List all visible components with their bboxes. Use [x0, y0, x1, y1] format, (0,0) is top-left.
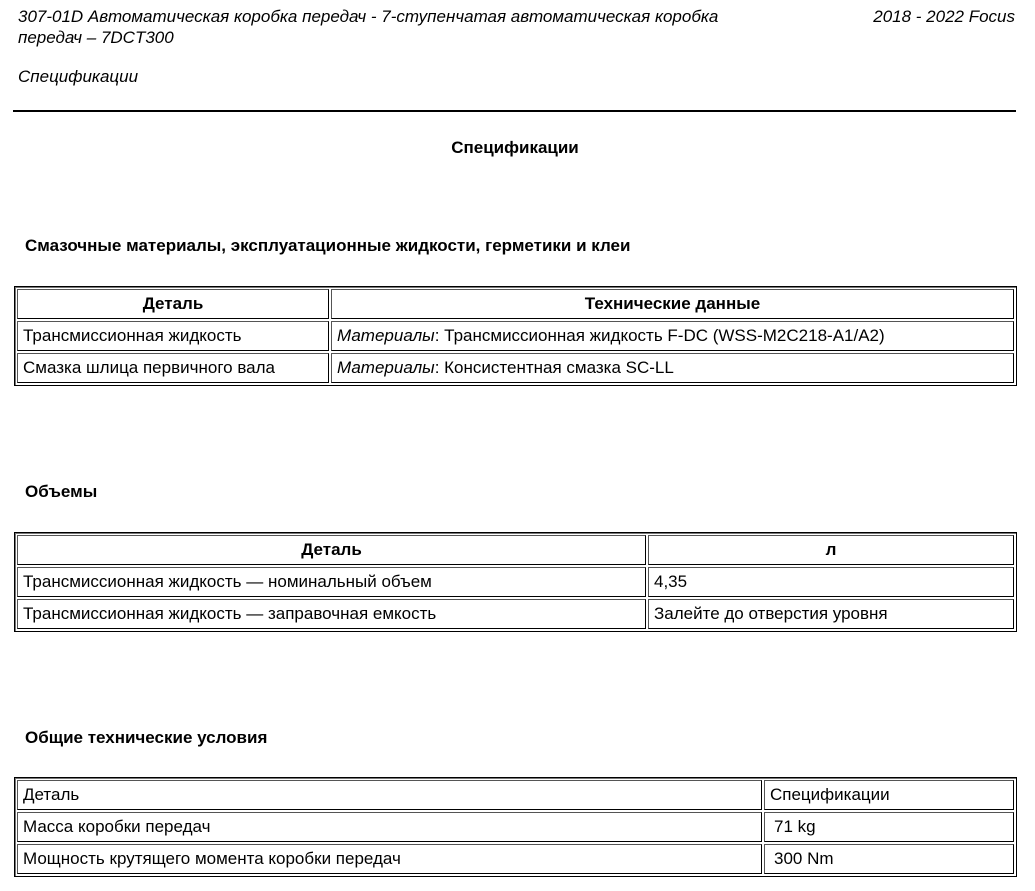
table-row: [17, 812, 1014, 842]
page-title: Спецификации: [451, 138, 579, 157]
table-row: [17, 599, 1014, 629]
cell-spec: [331, 353, 1014, 383]
cell-value: 4,35: [648, 567, 1014, 597]
table-row: [17, 321, 1014, 351]
column-header-spec: Спецификации: [764, 780, 1014, 810]
general-heading: Общие технические условия: [25, 728, 268, 747]
material-prefix: Материалы: [337, 358, 435, 377]
material-prefix: Материалы: [337, 326, 435, 345]
table-header-row: [17, 535, 1014, 565]
column-header-part: Деталь: [17, 289, 329, 319]
cell-value: Залейте до отверстия уровня: [648, 599, 1014, 629]
column-header-part: Деталь: [17, 535, 646, 565]
cell-part: Трансмиссионная жидкость — номинальный объем: [17, 567, 646, 597]
cell-part: Трансмиссионная жидкость: [17, 321, 329, 351]
column-header-unit: л: [648, 535, 1014, 565]
lubricants-heading: Смазочные материалы, эксплуатационные жидкости, герметики и клеи: [25, 236, 631, 255]
capacities-heading: Объемы: [25, 482, 98, 501]
vehicle-label: 2018 - 2022 Focus: [873, 7, 1015, 26]
table-row: [17, 353, 1014, 383]
material-value: : Консистентная смазка SC-LL: [434, 358, 674, 377]
document-title: 307-01D Автоматическая коробка передач - 7-ступенчатая автоматическая коробка передач – 7DCT300: [18, 7, 719, 47]
capacities-table: [14, 532, 1017, 632]
table-header-row: [17, 289, 1014, 319]
cell-value: 300 Nm: [764, 844, 1014, 874]
column-header-spec: Технические данные: [331, 289, 1014, 319]
general-table: [14, 777, 1017, 877]
header-divider: [13, 110, 1016, 112]
cell-part: Масса коробки передач: [17, 812, 762, 842]
table-row: [17, 844, 1014, 874]
cell-spec: [331, 321, 1014, 351]
cell-part: Смазка шлица первичного вала: [17, 353, 329, 383]
section-subtitle: Спецификации: [18, 67, 139, 86]
table-header-row: [17, 780, 1014, 810]
lubricants-table: [14, 286, 1017, 386]
cell-part: Мощность крутящего момента коробки передач: [17, 844, 762, 874]
cell-part: Трансмиссионная жидкость — заправочная емкость: [17, 599, 646, 629]
table-row: [17, 567, 1014, 597]
column-header-part: Деталь: [17, 780, 762, 810]
material-value: : Трансмиссионная жидкость F-DC (WSS-M2C218-A1/A2): [434, 326, 885, 345]
cell-value: 71 kg: [764, 812, 1014, 842]
